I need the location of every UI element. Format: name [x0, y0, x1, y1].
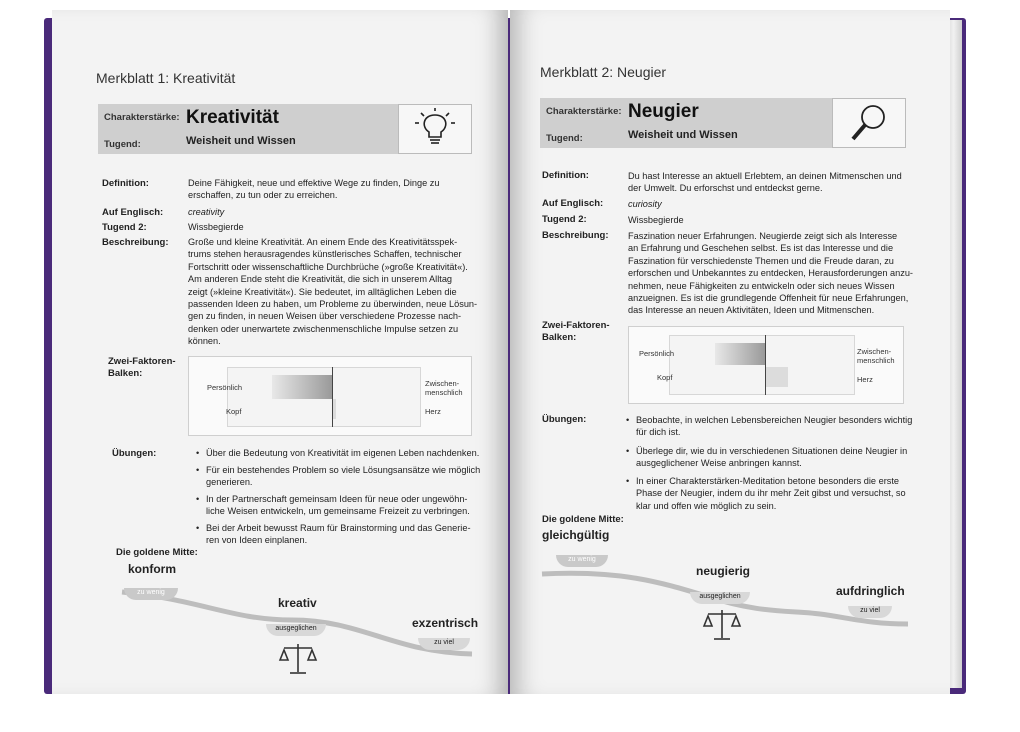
label-persoenlich: Persönlich [639, 349, 675, 358]
tag-zu-wenig: zu wenig [556, 555, 608, 567]
goldene-mitte-label: Die goldene Mitte: [542, 514, 624, 525]
mitte-mid-word: kreativ [278, 596, 317, 610]
virtue-name: Weisheit und Wissen [186, 135, 296, 147]
balken-label: Zwei-Faktoren- Balken: [108, 356, 176, 379]
balken-label: Zwei-Faktoren- Balken: [542, 320, 610, 343]
strength-name: Neugier [628, 101, 699, 122]
label-tugend: Tugend: [546, 133, 583, 144]
englisch-value: creativity [188, 207, 225, 217]
label-tugend: Tugend: [104, 139, 141, 150]
mitte-mid-word: neugierig [696, 564, 751, 578]
definition-text: Deine Fähigkeit, neue und effektive Wege zu finden, Dinge zu erschaffen, zu tun oder zu erreichen. [188, 178, 440, 201]
uebung-item: • Bei der Arbeit bewusst Raum für Brainstorming und das Generie- ren von Ideen einplanen. [196, 522, 486, 547]
label-kopf: Kopf [226, 407, 242, 416]
label-charakter: Charakterstärke: [104, 112, 180, 123]
beschreibung-text: Große und kleine Kreativität. An einem Ende des Kreativitätsspek- trums stehen herausragendes künstlerisches Schaffen, technischer Fortschritt oder wissenschaftliche Durchbrüche (»große Kreativität«). Am anderen Ende steht die Kreativität, die sich in unserem Alltag zeigt (»kleine Kreativität«). Sie bedeutet, im alltäglichen Leben die passenden Ideen zu haben, um Probleme zu überwinden, neue Lösun- gen zu finden, in neuen Weisen über verschiedene Prozesse nach- denken oder unerwartete zwischenmenschliche Impulse setzen zu können. [188, 237, 478, 347]
tag-ausgeglichen: ausgeglichen [690, 592, 750, 604]
tag-zu-wenig: zu wenig [124, 588, 178, 600]
uebung-item: • Über die Bedeutung von Kreativität im eigenen Leben nachdenken. [196, 447, 486, 459]
label-zwischenmenschlich: Zwischen- menschlich [857, 347, 895, 365]
definition-text: Du hast Interesse an aktuell Erlebtem, an deinen Mitmenschen und der Umwelt. Du erforschst und entdeckst gerne. [628, 171, 902, 194]
left-page [52, 10, 508, 694]
page-title: Merkblatt 2: Neugier [540, 64, 667, 80]
uebungen-label: Übungen: [542, 414, 587, 425]
right-page [510, 10, 950, 694]
tag-zu-viel: zu viel [418, 638, 470, 650]
definition-label: Definition: [102, 178, 149, 189]
scale-icon [278, 642, 318, 676]
mitte-low-word: gleichgültig [542, 528, 610, 542]
englisch-label: Auf Englisch: [102, 207, 164, 218]
uebung-item: • Für ein bestehendes Problem so viele Lösungsansätze wie möglich generieren. [196, 464, 486, 489]
tugend2-label: Tugend 2: [102, 222, 147, 233]
scale-icon [702, 608, 742, 642]
tugend2-label: Tugend 2: [542, 214, 587, 225]
tag-zu-viel: zu viel [848, 606, 892, 618]
beschreibung-label: Beschreibung: [102, 237, 169, 248]
label-charakter: Charakterstärke: [546, 106, 622, 117]
label-herz: Herz [857, 375, 873, 384]
uebung-item: • Beobachte, in welchen Lebensbereichen Neugier besonders wichtig für dich ist. [626, 414, 936, 439]
label-herz: Herz [425, 407, 441, 416]
uebung-item: • In der Partnerschaft gemeinsam Ideen für neue oder ungewöhn- liche Weisen entwickeln, um gemeinsame Freizeit zu verbringen. [196, 493, 486, 518]
goldene-mitte-label: Die goldene Mitte: [116, 547, 198, 558]
definition-label: Definition: [542, 170, 589, 181]
englisch-label: Auf Englisch: [542, 198, 604, 209]
beschreibung-text: Faszination neuer Erfahrungen. Neugierde zeigt sich als Interesse an Erfahrung und Geschehen selbst. Es ist das Interesse und die Faszination für verschiedenste Themen und die Freude daran, zu erforschen und Unbekanntes zu entdecken, Herausforderungen anzu- nehmen, neue Fähigkeiten zu entwickeln oder sich neues Wissen anzueignen. Es ist die grundlegende Offenheit für neue Erfahrungen, das Interesse an neuen Aktivitäten, Ideen und Mitmenschen. [628, 231, 913, 316]
page-title: Merkblatt 1: Kreativität [96, 70, 236, 86]
uebungen-label: Übungen: [112, 448, 157, 459]
tugend2-value: Wissbegierde [628, 215, 684, 225]
label-kopf: Kopf [657, 373, 673, 382]
tag-ausgeglichen: ausgeglichen [266, 624, 326, 636]
label-zwischenmenschlich: Zwischen- menschlich [425, 379, 463, 397]
goldene-mitte-curve [52, 10, 508, 694]
uebung-item: • In einer Charakterstärken-Meditation betone besonders die erste Phase der Neugier, indem du ihr mehr Zeit gibst und versuchst, so klar und offen wie möglich zu sein. [626, 475, 936, 512]
englisch-value: curiosity [628, 199, 662, 209]
page-edges [948, 20, 962, 688]
mitte-low-word: konform [128, 562, 176, 576]
strength-name: Kreativität [186, 107, 279, 128]
beschreibung-label: Beschreibung: [542, 230, 609, 241]
mitte-high-word: exzentrisch [412, 616, 479, 630]
mitte-high-word: aufdringlich [836, 584, 905, 598]
label-persoenlich: Persönlich [207, 383, 243, 392]
uebung-item: • Überlege dir, wie du in verschiedenen Situationen deine Neugier in ausgeglichener Weise anbringen kannst. [626, 445, 936, 470]
tugend2-value: Wissbegierde [188, 222, 244, 232]
virtue-name: Weisheit und Wissen [628, 129, 738, 141]
